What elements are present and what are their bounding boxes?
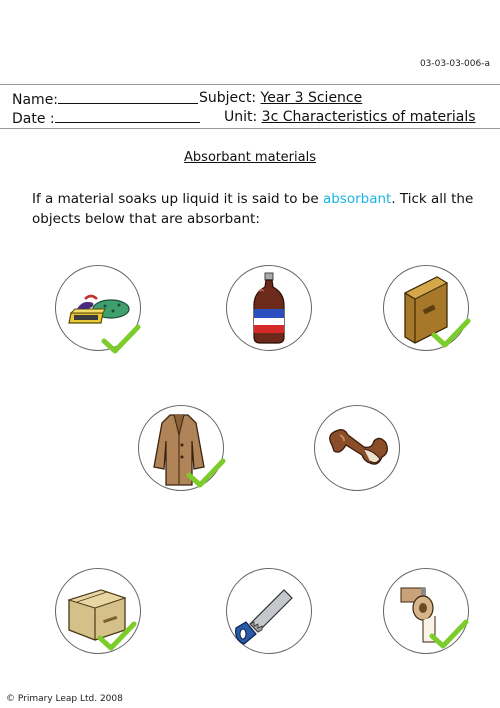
object-drink-bottle[interactable] — [226, 265, 312, 351]
name-line — [12, 90, 198, 108]
object-coat[interactable] — [138, 405, 224, 491]
object-toilet-paper[interactable] — [383, 568, 469, 654]
subject-line — [199, 90, 362, 106]
check-mark-icon — [101, 323, 141, 355]
instructions-keyword: absorbant — [322, 191, 392, 207]
object-book[interactable] — [383, 265, 469, 351]
object-sponge[interactable] — [55, 265, 141, 351]
date-line — [12, 109, 200, 127]
instructions — [32, 189, 477, 229]
check-mark-icon — [431, 317, 471, 349]
instructions-text-after: . Tick all the objects below that are absorbant: — [32, 191, 474, 227]
header-bottom-rule — [0, 128, 500, 129]
unit-line — [224, 109, 476, 125]
worksheet-code: 03-03-03-006-a — [419, 59, 490, 69]
drink-bottle-icon — [226, 265, 312, 351]
check-mark-icon — [186, 457, 226, 489]
saw-icon — [226, 568, 312, 654]
name-label: Name: — [12, 92, 59, 108]
date-blank[interactable] — [55, 109, 200, 123]
page-title: Absorbant materials — [184, 150, 316, 165]
name-blank[interactable] — [58, 90, 198, 104]
object-saw[interactable] — [226, 568, 312, 654]
check-mark-icon — [97, 620, 137, 652]
subject-label: Subject: — [199, 90, 257, 106]
instructions-text-before: If a material soaks up liquid it is said to be — [32, 191, 323, 207]
date-label: Date : — [12, 111, 55, 127]
check-mark-icon — [429, 618, 469, 650]
unit-label: Unit: — [224, 109, 258, 125]
subject-value: Year 3 Science — [260, 90, 363, 106]
object-cardboard-box[interactable] — [55, 568, 141, 654]
header-top-rule — [0, 84, 500, 85]
object-bone[interactable] — [314, 405, 400, 491]
bone-icon — [314, 405, 400, 491]
unit-value: 3c Characteristics of materials — [261, 109, 476, 125]
footer-copyright: © Primary Leap Ltd. 2008 — [6, 694, 123, 704]
